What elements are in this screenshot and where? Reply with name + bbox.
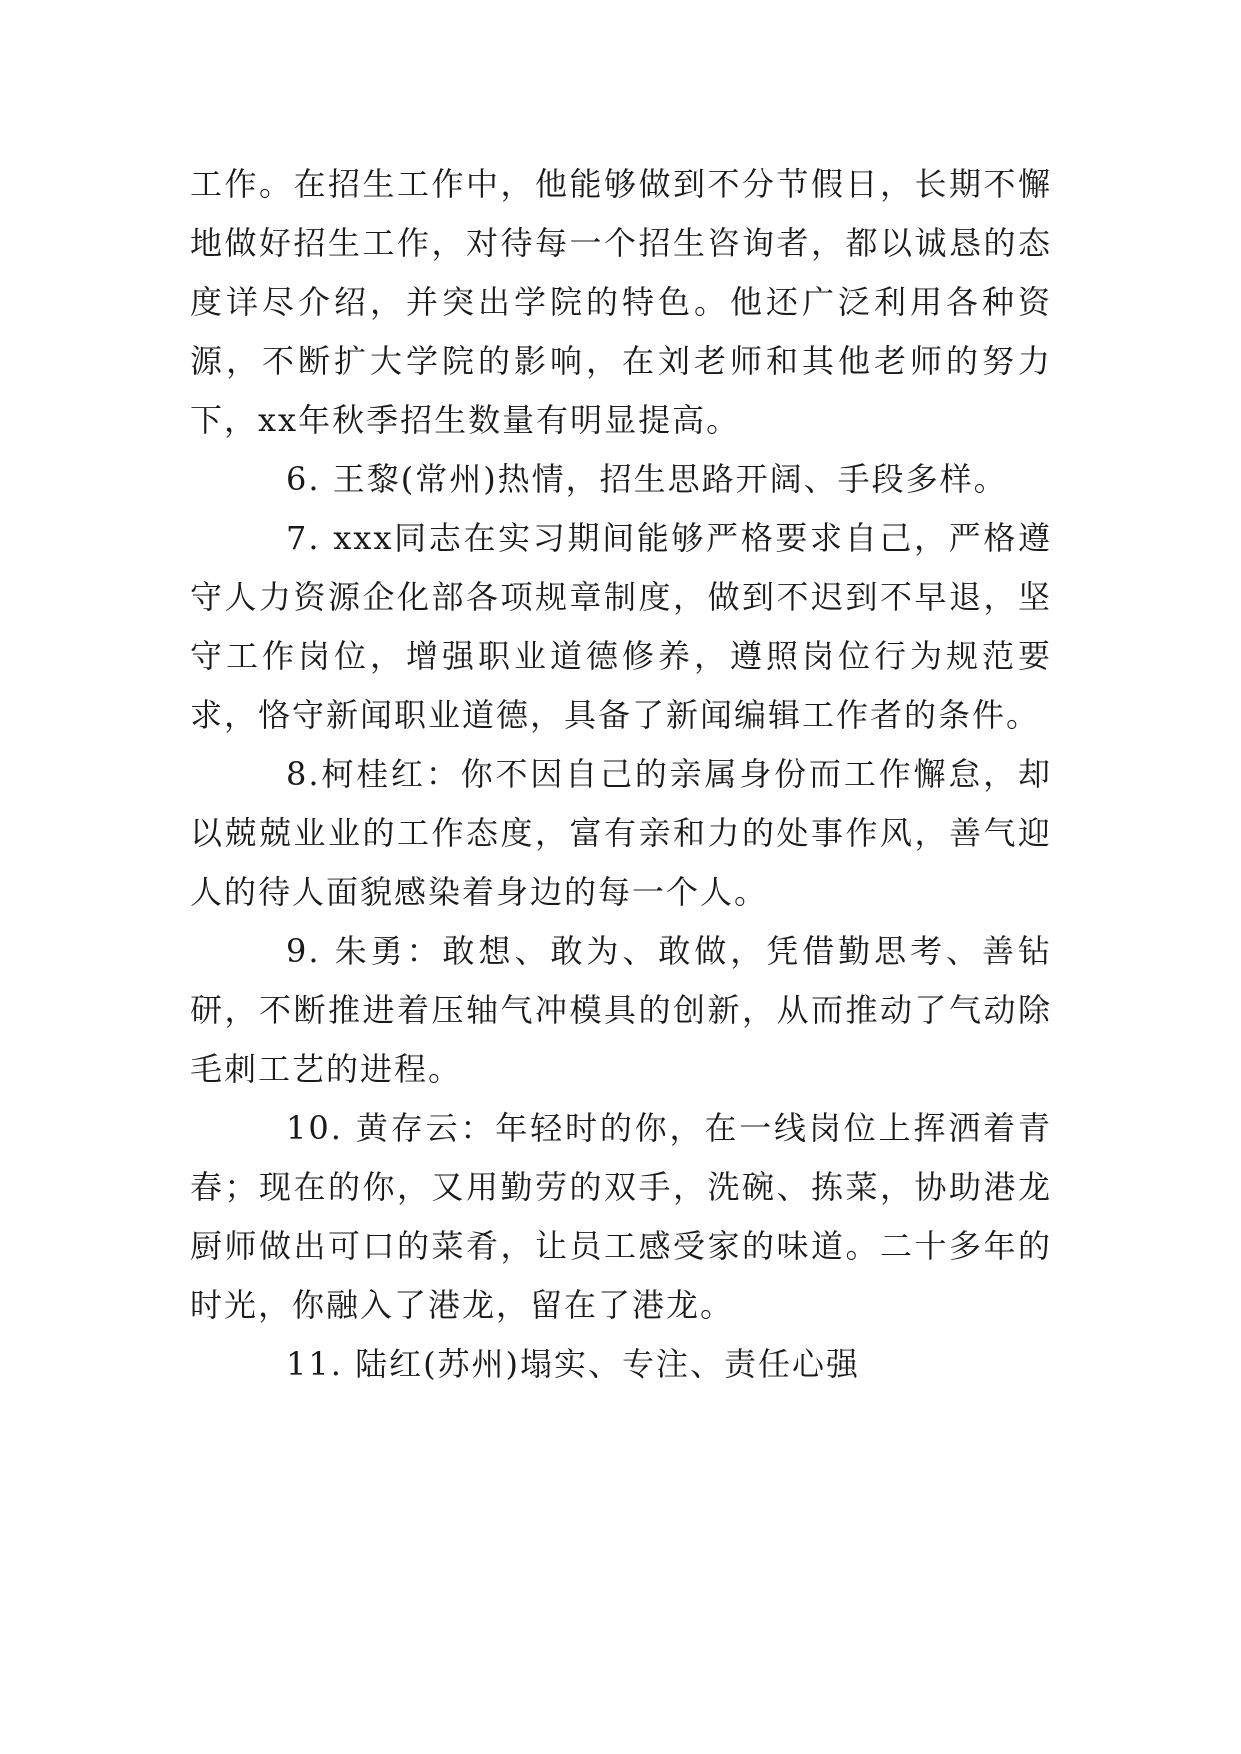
list-item-7: 7. xxx同志在实习期间能够严格要求自己，严格遵守人力资源企化部各项规章制度，做到不迟到不早退，坚守工作岗位，增强职业道德修养，遵照岗位行为规范要求，恪守新闻职业道德，具备了新闻编辑工作者的条件。 — [190, 519, 1052, 734]
list-item-6: 6. 王黎(常州)热情，招生思路开阔、手段多样。 — [286, 460, 1008, 498]
list-item-9: 9. 朱勇：敢想、敢为、敢做，凭借勤思考、善钻研，不断推进着压轴气冲模具的创新，从而推动了气动除毛刺工艺的进程。 — [190, 932, 1052, 1088]
list-item-8: 8.柯桂红：你不因自己的亲属身份而工作懈怠，却以兢兢业业的工作态度，富有亲和力的处事作风，善气迎人的待人面貌感染着身边的每一个人。 — [190, 755, 1052, 911]
document-body — [190, 155, 1052, 1394]
list-item-11: 11. 陆红(苏州)塌实、专注、责任心强 — [286, 1345, 861, 1383]
paragraph-continuation: 工作。在招生工作中，他能够做到不分节假日，长期不懈地做好招生工作，对待每一个招生咨询者，都以诚恳的态度详尽介绍，并突出学院的特色。他还广泛利用各种资源，不断扩大学院的影响，在刘老师和其他老师的努力下，xx年秋季招生数量有明显提高。 — [190, 165, 1052, 439]
list-item-10: 10. 黄存云：年轻时的你，在一线岗位上挥洒着青春；现在的你，又用勤劳的双手，洗碗、拣菜，协助港龙厨师做出可口的菜肴，让员工感受家的味道。二十多年的时光，你融入了港龙，留在了港龙。 — [190, 1109, 1052, 1324]
